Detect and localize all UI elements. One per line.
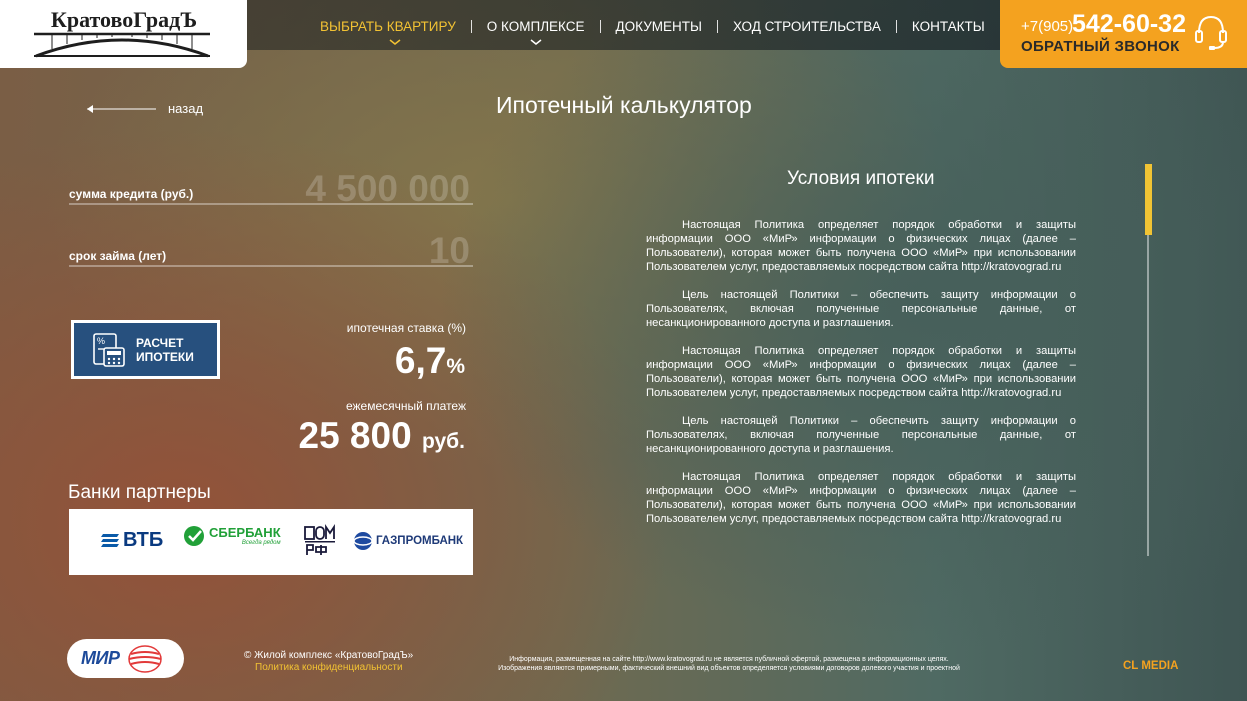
bank-name: ГАЗПРОМБАНК — [376, 535, 464, 547]
nav-item-label: О КОМПЛЕКСЕ — [486, 18, 585, 34]
nav-item-label: ХОД СТРОИТЕЛЬСТВА — [732, 18, 881, 34]
monthly-payment-value — [299, 415, 466, 457]
calculate-mortgage-button-inner — [74, 323, 217, 376]
loan-term-input[interactable]: 10 — [428, 230, 470, 271]
nav-item-about[interactable] — [472, 19, 600, 34]
headset-icon[interactable] — [1194, 13, 1228, 53]
mir-globe-icon — [125, 644, 165, 674]
page-title: Ипотечный калькулятор — [496, 92, 752, 118]
calc-button-line1: РАСЧЕТ — [136, 335, 184, 350]
calc-button-line2: ИПОТЕКИ — [136, 349, 194, 364]
terms-paragraph: Цель настоящей Политики – обеспечить защиту информации о Пользователях, включая полученные персональные данные, от несанкционированного доступа и разглашения. — [646, 289, 1076, 329]
copyright: © Жилой комплекс «КратовоГрадЪ» — [244, 650, 414, 661]
chevron-down-icon — [389, 39, 401, 46]
privacy-policy-link[interactable]: Политика конфиденциальности — [255, 662, 403, 673]
loan-amount-input[interactable]: 4 500 000 — [305, 168, 470, 209]
bank-dom-rf[interactable] — [303, 524, 337, 558]
phone-prefix: +7(905) — [1021, 18, 1074, 35]
dom-rf-logo-icon — [303, 524, 337, 558]
chevron-down-icon — [530, 39, 542, 46]
disclaimer — [474, 655, 984, 673]
nav-item-label: КОНТАКТЫ — [911, 18, 985, 34]
sberbank-logo-icon — [183, 525, 205, 547]
nav-item-label: ВЫБРАТЬ КВАРТИРУ — [320, 18, 456, 34]
rate-label: ипотечная ставка (%) — [346, 321, 466, 335]
gazprombank-logo-icon — [353, 531, 373, 551]
terms-paragraph: Настоящая Политика определяет порядок обработки и защиты информации ООО «МиР» информации о физических лицах (далее – Пользователи), которая может быть получена ООО «МиР» при использовании Пользователем услуг, предоставляемых посредством сайта http://kratovograd.ru — [646, 219, 1076, 273]
bank-tagline: Всегда рядом — [241, 540, 281, 546]
vtb-logo-icon — [100, 533, 120, 549]
logo-text: КратовоГрадЪ — [50, 7, 198, 32]
bridge-logo-icon — [32, 30, 212, 60]
nav-item-choose-apartment[interactable] — [320, 19, 471, 34]
nav-item-label: ДОКУМЕНТЫ — [615, 18, 702, 34]
bank-sberbank[interactable] — [183, 525, 281, 547]
payment-number: 25 800 — [298, 415, 412, 456]
terms-title: Условия ипотеки — [787, 168, 935, 189]
disclaimer-line: Информация, размещенная на сайте http://www.kratovograd.ru не является публичной офертой, размещена в информационных целях. — [509, 656, 949, 663]
bank-vtb[interactable] — [100, 529, 163, 552]
terms-paragraph: Настоящая Политика определяет порядок обработки и защиты информации ООО «МиР» информации о физических лицах (далее – Пользователи), которая может быть получена ООО «МиР» при использовании Пользователем услуг, предоставляемых посредством сайта http://kratovograd.ru — [646, 471, 1076, 525]
nav-item-documents[interactable] — [601, 19, 717, 34]
calculator-icon — [92, 332, 126, 368]
payment-unit: руб. — [421, 430, 465, 453]
loan-term-label: срок займа (лет) — [69, 249, 167, 263]
scrollbar-thumb[interactable] — [1145, 164, 1152, 235]
terms-paragraph: Настоящая Политика определяет порядок обработки и защиты информации ООО «МиР» информации о физических лицах (далее – Пользователи), которая может быть получена ООО «МиР» при использовании Пользователем услуг, предоставляемых посредством сайта http://kratovograd.ru — [646, 345, 1076, 399]
monthly-payment-label: ежемесячный платеж — [345, 399, 466, 413]
bank-gazprombank[interactable] — [353, 531, 463, 551]
loan-term-underline — [69, 265, 473, 267]
nav-item-construction[interactable] — [718, 19, 896, 34]
terms-paragraph: Цель настоящей Политики – обеспечить защиту информации о Пользователях, включая полученные персональные данные, от несанкционированного доступа и разглашения. — [646, 415, 1076, 455]
calculate-mortgage-button[interactable] — [71, 320, 220, 379]
loan-amount-label: сумма кредита (руб.) — [69, 187, 194, 201]
main-nav — [320, 17, 1000, 35]
bank-name: ВТБ — [123, 529, 164, 551]
mir-logo-text: МИР — [81, 648, 120, 668]
loan-amount-underline — [69, 203, 473, 205]
callback-label[interactable]: ОБРАТНЫЙ ЗВОНОК — [1021, 38, 1180, 55]
back-label: назад — [168, 101, 204, 116]
svg-text:%: % — [97, 335, 106, 346]
arrow-left-icon — [86, 104, 156, 114]
sberbank-text — [209, 526, 281, 546]
rate-unit: % — [446, 355, 465, 378]
back-link[interactable] — [86, 101, 203, 116]
developer-link[interactable]: CL MEDIA — [1123, 660, 1179, 672]
rate-value — [395, 340, 465, 382]
mir-logo[interactable] — [67, 639, 184, 678]
banks-title: Банки партнеры — [68, 482, 211, 503]
terms-text-area[interactable] — [646, 218, 1076, 556]
nav-item-contacts[interactable] — [897, 19, 1000, 34]
partner-banks — [69, 509, 473, 575]
bank-name: СБЕРБАНК — [209, 525, 281, 540]
rate-number: 6,7 — [394, 340, 447, 381]
disclaimer-line: Изображения являются примерными, фактический внешний вид объектов определяется условиями договоров долевого участия и проектной — [498, 665, 960, 672]
calculate-mortgage-label — [136, 336, 194, 364]
phone-number[interactable]: 542-60-32 — [1072, 10, 1186, 38]
